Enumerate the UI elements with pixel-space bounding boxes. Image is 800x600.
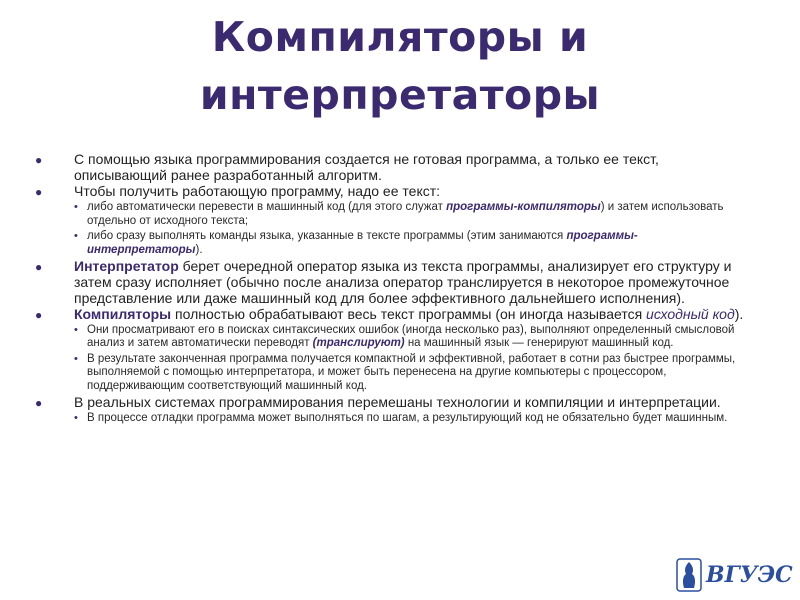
sub-text: на машинный язык — генерируют машинный код. — [404, 337, 674, 350]
content-list — [35, 151, 752, 428]
keyword-compilers: программы-компиляторы — [446, 201, 601, 214]
bullet-dot-icon: ● — [35, 153, 43, 167]
sub-text: либо сразу выполнять команды языка, указанные в тексте программы (этим занимаются — [87, 230, 567, 243]
bullet-dot-icon: ● — [35, 260, 43, 275]
keyword-interpreters: программы-интерпретаторы — [87, 230, 638, 256]
sub-text: либо автоматически перевести в машинный код (для этого служат — [87, 201, 447, 214]
sub-text: В процессе отладки программа может выполняться по шагам, а результирующий код не обязательно будет машинным. — [87, 412, 728, 425]
bullet-4-sub-2 — [52, 353, 752, 394]
keyword-interpreter: Интерпретатор — [74, 258, 179, 275]
title-line-1: Компиляторы и — [211, 13, 589, 61]
sub-bullet-dot-icon: • — [74, 412, 78, 425]
bullet-2-text: Чтобы получить работающую программу, надо ее текст: — [74, 183, 441, 200]
bullet-4 — [35, 306, 752, 323]
bullet-5 — [35, 394, 752, 411]
bullet-4-text: полностью обрабатывают весь текст программы (он иногда называется — [171, 306, 647, 323]
bullet-dot-icon: ● — [35, 308, 43, 323]
bullet-4-sub-1 — [52, 324, 752, 351]
bullet-dot-icon: ● — [35, 185, 43, 200]
bullet-1 — [35, 151, 752, 183]
keyword-translate: (транслируют) — [312, 337, 405, 350]
sub-bullet-dot-icon: • — [74, 201, 78, 214]
keyword-compilers-main: Компиляторы — [74, 306, 172, 323]
sub-bullet-dot-icon: • — [74, 230, 78, 243]
logo-text: ВГУЭС — [706, 562, 793, 588]
bullet-2-sub-2 — [52, 230, 752, 257]
logo-emblem-icon — [676, 558, 702, 592]
university-logo — [676, 558, 793, 592]
sub-text: Они просматривают его в поисках синтаксических ошибок (иногда несколько раз), выполняют определенный смысловой анализ и затем автоматически переводят — [87, 323, 735, 350]
bullet-1-text: С помощью языка программирования создается не готовая программа, а только ее текст, описывающий ранее разработанный алгоритм. — [74, 151, 659, 183]
bullet-dot-icon: ● — [35, 396, 43, 411]
bullet-5-sub-1 — [52, 412, 752, 426]
sub-text: В результате законченная программа получается компактной и эффективной, работает в сотни раз быстрее программы, выполняемой с помощью интерпретатора, и может быть перенесена на другие компьютеры с процессором, поддерживающим соответствующий машинный код. — [87, 352, 736, 392]
sub-bullet-dot-icon: • — [74, 323, 78, 336]
bullet-3 — [35, 258, 752, 306]
sub-bullet-dot-icon: • — [74, 352, 78, 365]
slide-title — [0, 8, 800, 124]
bullet-5-text: В реальных системах программирования перемешаны технологии и компиляции и интерпретации. — [74, 394, 721, 411]
bullet-4-text-end: ). — [734, 306, 744, 323]
keyword-source-code: исходный код — [646, 306, 735, 323]
sub-text: ) и затем использовать отдельно от исходного текста; — [87, 201, 724, 227]
bullet-2 — [35, 183, 752, 200]
bullet-3-text: берет очередной оператор языка из текста программы, анализирует его структуру и затем сразу исполняет (обычно после анализа оператор транслируется в некоторое промежуточное представление или даже машинный код для более эффективного дальнейшего исполнения). — [74, 258, 732, 306]
bullet-2-sub-1 — [52, 201, 752, 228]
title-line-2: интерпретаторы — [199, 71, 601, 119]
sub-text: ). — [195, 243, 203, 256]
